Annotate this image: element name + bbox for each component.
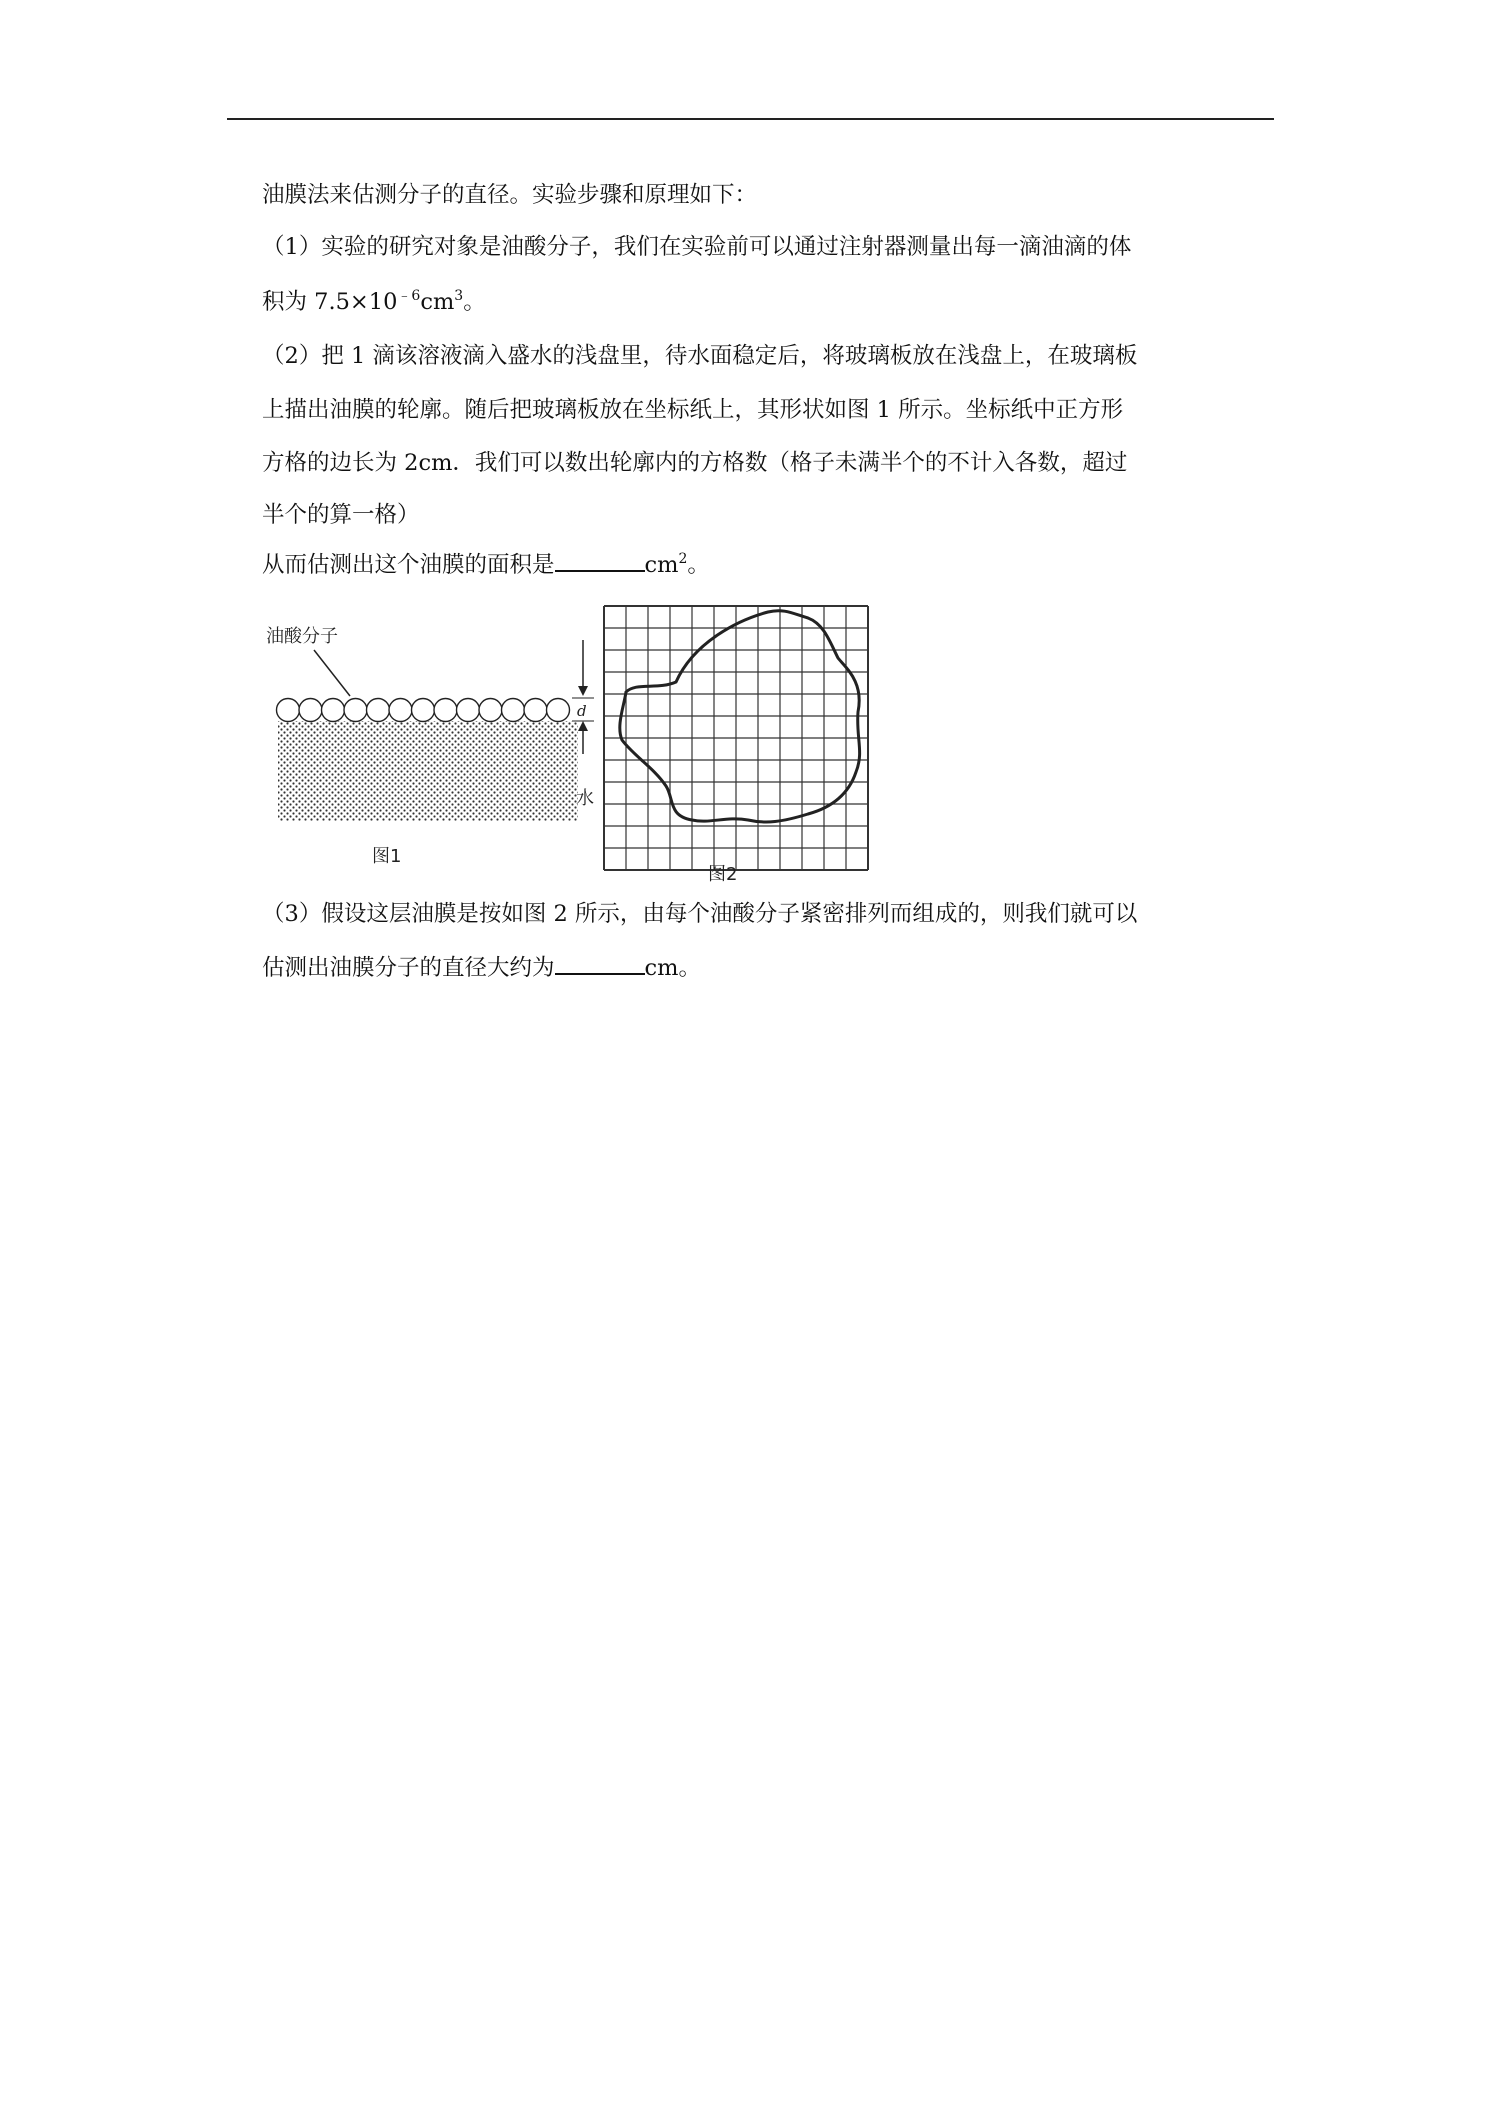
water-region: [278, 721, 578, 821]
molecule-circle: [322, 699, 345, 722]
diameter-answer-blank[interactable]: [555, 953, 645, 975]
molecule-circle: [389, 699, 412, 722]
text-line-5: 上描出油膜的轮廓。随后把玻璃板放在坐标纸上，其形状如图 1 所示。坐标纸中正方形: [262, 397, 1124, 423]
period: 。: [687, 552, 710, 578]
molecule-pointer-line: [314, 650, 350, 696]
molecule-circle: [547, 699, 570, 722]
text-line-6: 方格的边长为 2cm．我们可以数出轮廓内的方格数（格子未满半个的不计入各数，超过: [262, 450, 1128, 476]
grid-paper: [604, 606, 868, 870]
molecule-circle: [434, 699, 457, 722]
text-line-1: 油膜法来估测分子的直径。实验步骤和原理如下：: [262, 182, 758, 208]
molecule-circle: [479, 699, 502, 722]
molecule-label: 油酸分子: [266, 626, 338, 647]
figure-1-caption: 图1: [372, 846, 402, 867]
text-line-2: （1）实验的研究对象是油酸分子，我们在实验前可以通过注射器测量出每一滴油滴的体: [262, 234, 1132, 260]
area-answer-blank[interactable]: [555, 550, 645, 572]
molecule-circle: [524, 699, 547, 722]
text-line-3: [262, 287, 486, 317]
figure-2: [598, 602, 880, 885]
volume-text: 积为 7.5×10: [262, 289, 398, 315]
water-label: 水: [576, 788, 594, 809]
volume-unit: cm: [420, 289, 455, 315]
molecule-circle: [277, 699, 300, 722]
molecule-circle: [457, 699, 480, 722]
d-arrowhead-bottom: [578, 721, 588, 731]
molecule-circle: [344, 699, 367, 722]
header-rule: [227, 118, 1274, 120]
molecule-circle: [299, 699, 322, 722]
molecule-row: [277, 699, 570, 722]
text-line-4: （2）把 1 滴该溶液滴入盛水的浅盘里，待水面稳定后，将玻璃板放在浅盘上，在玻璃板: [262, 343, 1138, 369]
molecule-circle: [502, 699, 525, 722]
figure-2-caption: 图2: [708, 864, 738, 885]
area-question: 从而估测出这个油膜的面积是: [262, 552, 555, 578]
volume-exponent: ﹣6: [397, 288, 421, 304]
figure-1: [262, 620, 597, 870]
molecule-circle: [412, 699, 435, 722]
molecule-circle: [367, 699, 390, 722]
text-line-8: [262, 550, 710, 580]
diameter-unit: cm。: [644, 955, 701, 981]
period: 。: [463, 289, 486, 315]
volume-unit-exponent: 3: [454, 288, 464, 304]
text-line-9: （3）假设这层油膜是按如图 2 所示，由每个油酸分子紧密排列而组成的，则我们就可以: [262, 901, 1138, 927]
area-unit-exponent: 2: [678, 551, 688, 567]
d-label: d: [577, 702, 587, 720]
area-unit: cm: [644, 552, 679, 578]
text-line-7: 半个的算一格）: [262, 502, 420, 528]
text-line-10: [262, 953, 701, 983]
d-arrowhead-top: [578, 686, 588, 696]
diameter-question: 估测出油膜分子的直径大约为: [262, 955, 555, 981]
